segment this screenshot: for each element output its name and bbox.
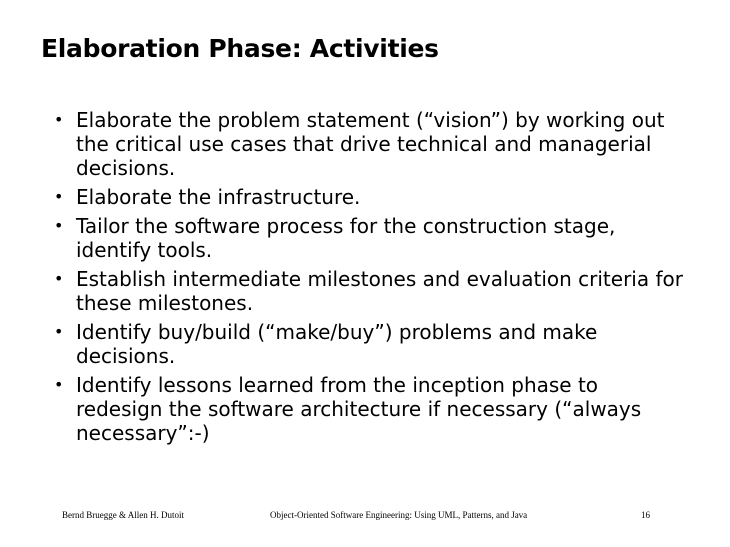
- bullet-item: [50, 185, 690, 209]
- bullet-item: [50, 373, 690, 445]
- bullet-text: Establish intermediate milestones and evaluation criteria for these milestones.: [76, 267, 683, 315]
- bullet-item: [50, 108, 690, 180]
- bullet-icon: •: [54, 269, 64, 288]
- bullet-text: Elaborate the problem statement (“vision”) by working out the critical use cases that drive technical and managerial decisions.: [76, 108, 665, 180]
- bullet-item: [50, 267, 690, 315]
- bullet-item: [50, 214, 690, 262]
- bullet-item: [50, 320, 690, 368]
- bullet-text: Elaborate the infrastructure.: [76, 185, 361, 209]
- bullet-icon: •: [54, 110, 64, 129]
- footer-authors: Bernd Bruegge & Allen H. Dutoit: [62, 510, 184, 520]
- footer-page-number: 16: [641, 510, 650, 520]
- footer-book-title: Object-Oriented Software Engineering: Using UML, Patterns, and Java: [270, 510, 528, 520]
- bullet-text: Identify buy/build (“make/buy”) problems and make decisions.: [76, 320, 598, 368]
- bullet-list: [50, 108, 690, 450]
- bullet-icon: •: [54, 216, 64, 235]
- bullet-icon: •: [54, 187, 64, 206]
- bullet-text: Identify lessons learned from the inception phase to redesign the software architecture if necessary (“always necessary”:-): [76, 373, 642, 445]
- bullet-icon: •: [54, 375, 64, 394]
- slide-title: Elaboration Phase: Activities: [41, 34, 439, 63]
- bullet-icon: •: [54, 322, 64, 341]
- bullet-text: Tailor the software process for the construction stage, identify tools.: [76, 214, 616, 262]
